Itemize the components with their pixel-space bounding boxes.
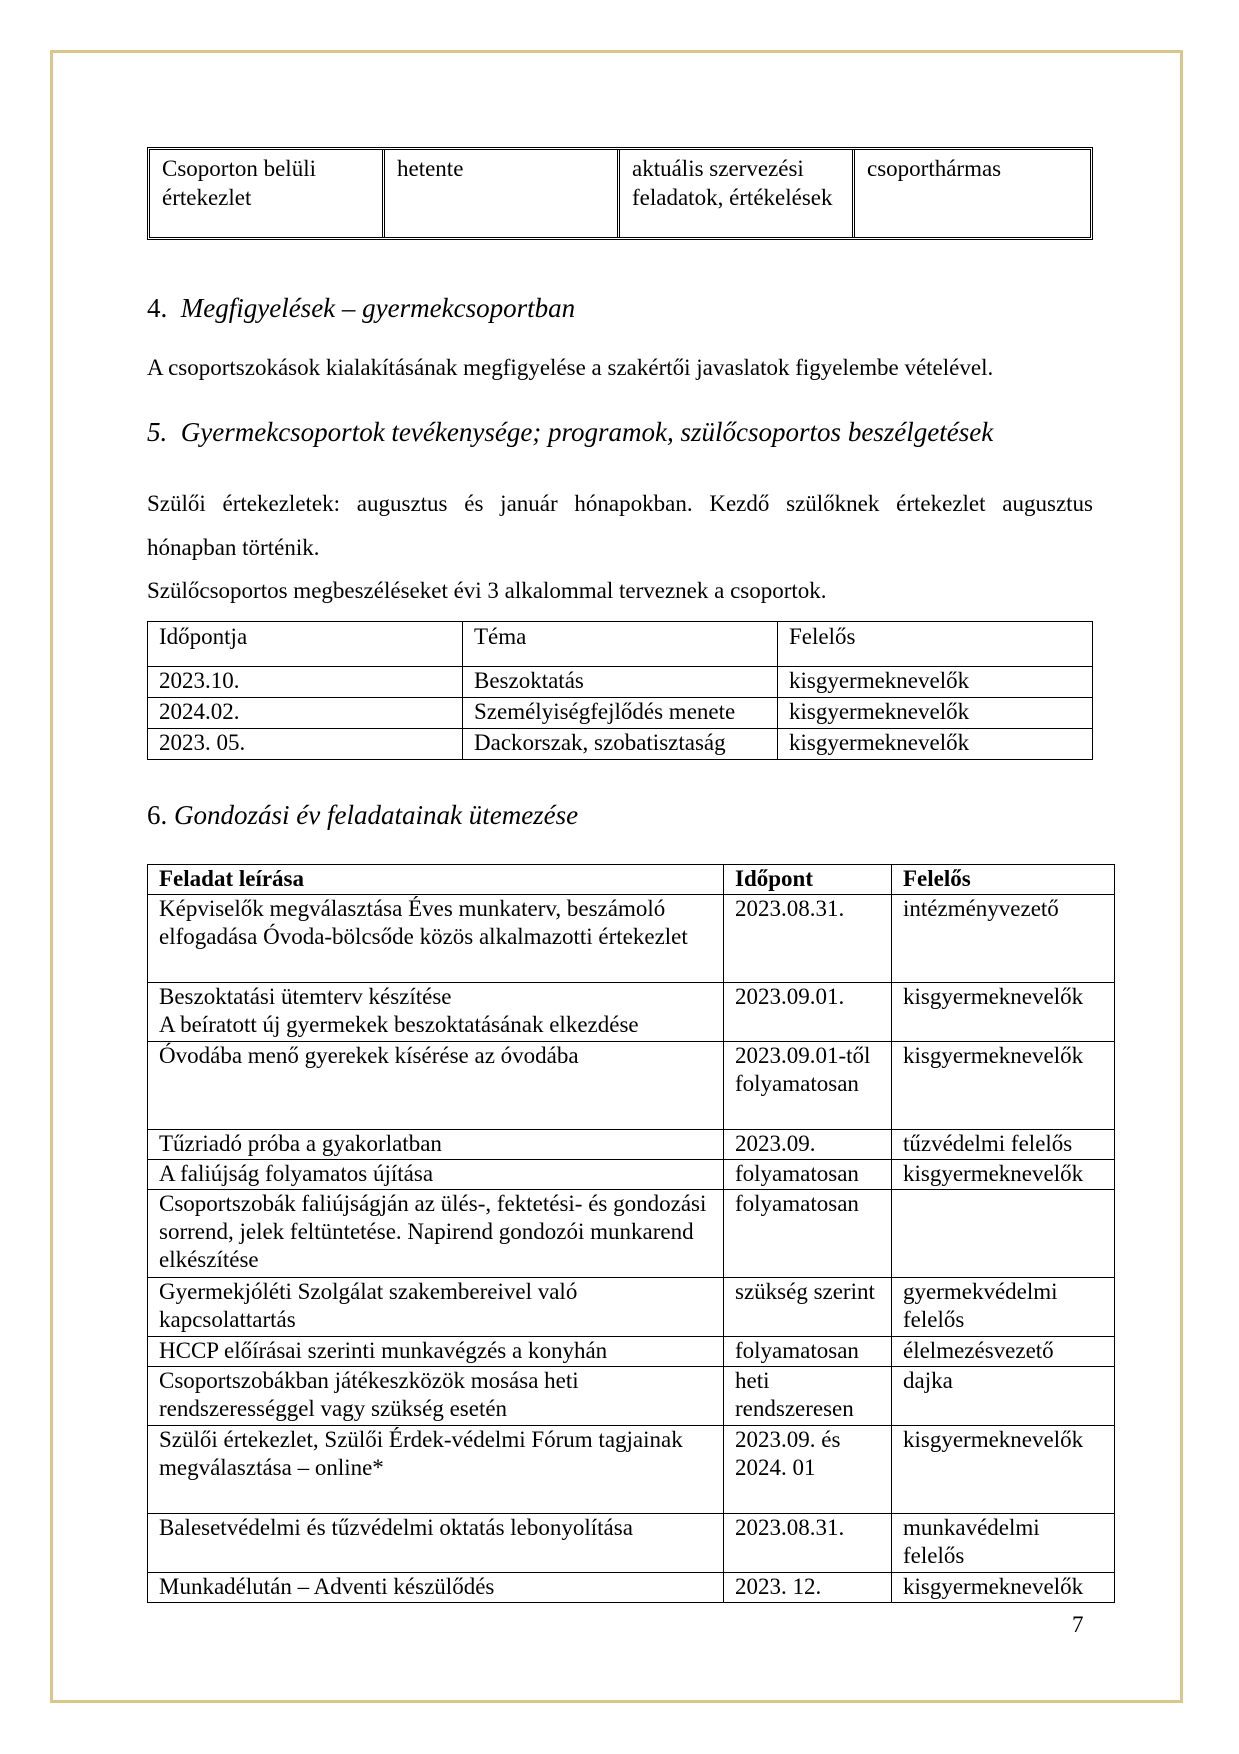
table-row [148,1514,1115,1573]
section-5-heading [147,416,993,448]
table-cell: élelmezésvezető [892,1337,1115,1367]
table-cell: dajka [892,1367,1115,1426]
table-cell: kisgyermeknevelők [892,983,1115,1042]
table-cell: aktuális szervezési feladatok, értékelések [620,150,855,237]
table-cell: kisgyermeknevelők [778,698,1093,729]
table-cell: 2023.08.31. [724,1514,892,1573]
table-header-cell: Időpont [724,865,892,895]
table-row [148,1426,1115,1514]
table-cell [892,1190,1115,1278]
table-cell: 2023. 12. [724,1573,892,1603]
table-row [148,1160,1115,1190]
table-cell: Munkadélután – Adventi készülődés [148,1573,724,1603]
table-cell: 2023.09. és 2024. 01 [724,1426,892,1514]
table-cell: Csoportszobákban játékeszközök mosása heti rendszerességgel vagy szükség esetén [148,1367,724,1426]
table-cell: intézményvezető [892,895,1115,983]
table-header-cell: Időpontja [148,622,463,667]
table-cell: folyamatosan [724,1160,892,1190]
table-cell: gyermekvédelmi felelős [892,1278,1115,1337]
section-4-text: A csoportszokások kialakításának megfigyelése a szakértői javaslatok figyelembe vételével. [147,355,994,380]
section-4-title: Megfigyelések – gyermekcsoportban [180,293,576,323]
table-cell: Balesetvédelmi és tűzvédelmi oktatás lebonyolítása [148,1514,724,1573]
table-row [148,729,1093,760]
table-cell: kisgyermeknevelők [892,1426,1115,1514]
table-row [148,1337,1115,1367]
table-row [148,1573,1115,1603]
table-cell: 2023.10. [148,667,463,698]
table-cell: 2023.09.01. [724,983,892,1042]
table-cell: csoporthármas [867,156,1002,181]
table-cell: Gyermekjóléti Szolgálat szakembereivel való kapcsolattartás [148,1278,724,1337]
section-6-number: 6. [147,800,168,830]
schedule-table-body [148,895,1115,1603]
table-cell: Tűzriadó próba a gyakorlatban [148,1130,724,1160]
table-cell: folyamatosan [724,1190,892,1278]
section-5-paragraph-2: Szülőcsoportos megbeszéléseket évi 3 alkalommal terveznek a csoportok. [147,578,827,603]
table-cell: Csoportszobák faliújságján az ülés-, fektetési- és gondozási sorrend, jelek feltüntetése. Napirend gondozói munkarend elkészítése [148,1190,724,1278]
table-row [150,150,1090,237]
table-header-cell: Feladat leírása [148,865,724,895]
page-number: 7 [1072,1612,1084,1637]
table-header-cell: Felelős [778,622,1093,667]
table-cell: kisgyermeknevelők [778,729,1093,760]
table-header-row [148,865,1115,895]
table-row [148,1042,1115,1130]
table-cell: Óvodába menő gyerekek kísérése az óvodába [148,1042,724,1130]
table-cell: Dackorszak, szobatisztaság [463,729,778,760]
table-cell: 2023. 05. [148,729,463,760]
table-cell: folyamatosan [724,1337,892,1367]
table-cell: munkavédelmi felelős [892,1514,1115,1573]
table-row [148,983,1115,1042]
section-4-number: 4. [147,293,168,323]
table-row [148,895,1115,983]
section-5-title: Gyermekcsoportok tevékenysége; programok, szülőcsoportos beszélgetések [180,417,994,447]
table-header-cell: Felelős [892,865,1115,895]
table-header-cell: Téma [463,622,778,667]
table-cell: Szülői értekezlet, Szülői Érdek-védelmi Fórum tagjainak megválasztása – online* [148,1426,724,1514]
parent-meeting-table [147,621,1093,760]
table-cell: Személyiségfejlődés menete [463,698,778,729]
table-cell: Beszoktatás [463,667,778,698]
table-cell: kisgyermeknevelők [778,667,1093,698]
table-row [148,698,1093,729]
table-header-row [148,622,1093,667]
section-5-paragraph-line2: hónapban történik. [147,535,320,560]
table-cell: heti rendszeresen [724,1367,892,1426]
meeting-table [147,147,1093,240]
section-6-heading [147,799,578,831]
table-cell: kisgyermeknevelők [892,1573,1115,1603]
section-6-title: Gondozási év feladatainak ütemezése [174,800,579,830]
schedule-table [147,864,1115,1603]
table-cell: szükség szerint [724,1278,892,1337]
table-row [148,667,1093,698]
table-cell: hetente [385,150,620,237]
table-cell: Képviselők megválasztása Éves munkaterv, beszámoló elfogadása Óvoda-bölcsőde közös alkalmazotti értekezlet [148,895,724,983]
table-cell: tűzvédelmi felelős [892,1130,1115,1160]
table-cell: 2023.09.01-től folyamatosan [724,1042,892,1130]
section-4-heading [147,292,575,324]
table-row [148,1367,1115,1426]
table-cell: Beszoktatási ütemterv készítése A beíratott új gyermekek beszoktatásának elkezdése [148,983,724,1042]
table-row [148,1190,1115,1278]
table-cell: 2023.08.31. [724,895,892,983]
table-cell: kisgyermeknevelők [892,1160,1115,1190]
table-row [148,1130,1115,1160]
table-row [148,1278,1115,1337]
table-cell: 2023.09. [724,1130,892,1160]
table-cell: kisgyermeknevelők [892,1042,1115,1130]
table-cell: 2024.02. [148,698,463,729]
table-cell: Csoporton belüli értekezlet [150,150,385,237]
table-cell: HCCP előírásai szerinti munkavégzés a konyhán [148,1337,724,1367]
table-cell: A faliújság folyamatos újítása [148,1160,724,1190]
section-5-paragraph-line1: Szülői értekezletek: augusztus és január hónapokban. Kezdő szülőknek értekezlet augusztus [147,491,1093,516]
section-5-number: 5. [147,417,168,447]
